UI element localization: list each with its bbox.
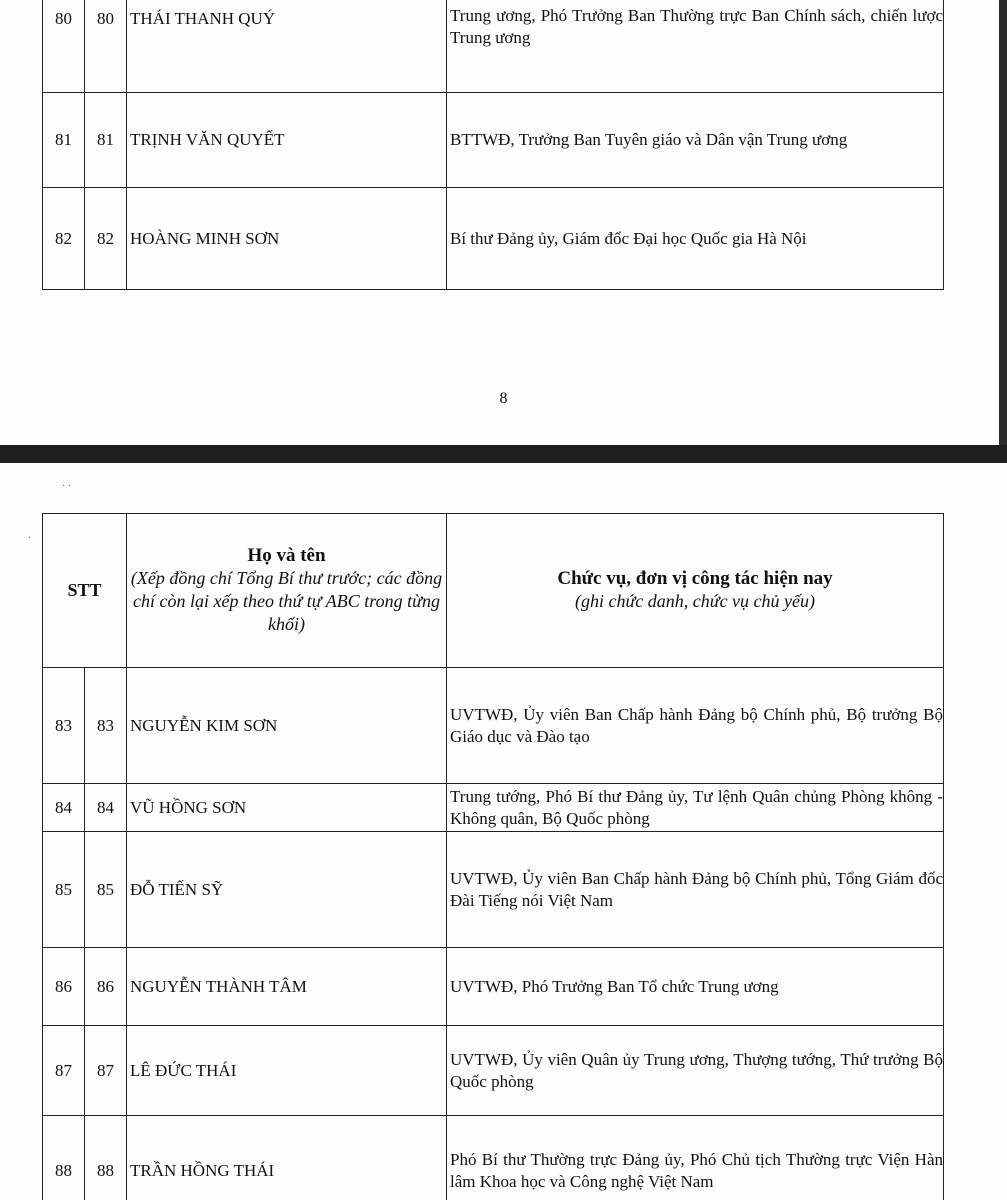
member-position: UVTWĐ, Ủy viên Ban Chấp hành Đảng bộ Chính phủ, Bộ trưởng Bộ Giáo dục và Đào tạo <box>447 668 944 784</box>
row-stt-cell: 88 <box>43 1116 85 1200</box>
table-row <box>43 1116 944 1200</box>
table-header-row <box>43 514 944 668</box>
table-row <box>43 668 944 784</box>
member-position: Trung ương, Phó Trưởng Ban Thường trực Ban Chính sách, chiến lược Trung ương <box>447 0 944 93</box>
member-name: TRỊNH VĂN QUYẾT <box>127 93 447 188</box>
header-stt: STT <box>43 514 127 668</box>
members-table-bottom <box>42 513 944 1200</box>
header-name-title: Họ và tên <box>247 545 326 566</box>
row-stt-cell: 84 <box>43 784 85 832</box>
row-stt-cell: 83 <box>85 668 127 784</box>
member-name: LÊ ĐỨC THÁI <box>127 1026 447 1116</box>
member-position: UVTWĐ, Ủy viên Ban Chấp hành Đảng bộ Chính phủ, Tổng Giám đốc Đài Tiếng nói Việt Nam <box>447 832 944 948</box>
row-stt-cell: 80 <box>85 0 127 93</box>
page-edge-shadow <box>999 0 1007 445</box>
row-stt-cell: 85 <box>85 832 127 948</box>
member-position: Trung tướng, Phó Bí thư Đảng ủy, Tư lệnh Quân chủng Phòng không - Không quân, Bộ Quốc phòng <box>447 784 944 832</box>
row-stt-cell: 80 <box>43 0 85 93</box>
member-name: NGUYỄN KIM SƠN <box>127 668 447 784</box>
header-position-title: Chức vụ, đơn vị công tác hiện nay <box>557 568 833 589</box>
document-page-bottom <box>0 463 1007 1200</box>
member-name: ĐỖ TIẾN SỸ <box>127 832 447 948</box>
row-stt-cell: 86 <box>85 948 127 1026</box>
header-position-cell <box>447 514 944 668</box>
row-stt-cell: 88 <box>85 1116 127 1200</box>
member-name: TRẦN HỒNG THÁI <box>127 1116 447 1200</box>
table-row <box>43 948 944 1026</box>
table-row <box>43 784 944 832</box>
header-name-note: (Xếp đồng chí Tổng Bí thư trước; các đồng chí còn lại xếp theo thứ tự ABC trong từng khối) <box>130 568 443 634</box>
scan-speck: · · <box>62 481 72 492</box>
member-position: Phó Bí thư Thường trực Đảng ủy, Phó Chủ tịch Thường trực Viện Hàn lâm Khoa học và Công nghệ Việt Nam <box>447 1116 944 1200</box>
member-name: VŨ HỒNG SƠN <box>127 784 447 832</box>
header-position-note: (ghi chức danh, chức vụ chủ yếu) <box>574 591 816 611</box>
table-row <box>43 93 944 188</box>
member-name: THÁI THANH QUÝ <box>127 0 447 93</box>
header-name-cell <box>127 514 447 668</box>
row-stt-cell: 87 <box>43 1026 85 1116</box>
row-stt-cell: 85 <box>43 832 85 948</box>
table-row <box>43 1026 944 1116</box>
page-number: 8 <box>499 390 508 407</box>
row-stt-cell: 83 <box>43 668 85 784</box>
row-stt-cell: 81 <box>85 93 127 188</box>
member-position: Bí thư Đảng ủy, Giám đốc Đại học Quốc gia Hà Nội <box>447 188 944 290</box>
member-position: UVTWĐ, Ủy viên Quân ủy Trung ương, Thượng tướng, Thứ trưởng Bộ Quốc phòng <box>447 1026 944 1116</box>
row-stt-cell: 84 <box>85 784 127 832</box>
row-stt-cell: 82 <box>43 188 85 290</box>
table-row <box>43 0 944 93</box>
page-separator <box>0 445 1007 463</box>
member-position: BTTWĐ, Trưởng Ban Tuyên giáo và Dân vận Trung ương <box>447 93 944 188</box>
member-name: NGUYỄN THÀNH TÂM <box>127 948 447 1026</box>
row-stt-cell: 86 <box>43 948 85 1026</box>
member-name: HOÀNG MINH SƠN <box>127 188 447 290</box>
scan-speck: · <box>28 533 32 544</box>
table-row <box>43 832 944 948</box>
document-page-top <box>0 0 1007 445</box>
table-row <box>43 188 944 290</box>
members-table-top <box>42 0 944 290</box>
row-stt-cell: 87 <box>85 1026 127 1116</box>
row-stt-cell: 81 <box>43 93 85 188</box>
member-position: UVTWĐ, Phó Trưởng Ban Tổ chức Trung ương <box>447 948 944 1026</box>
row-stt-cell: 82 <box>85 188 127 290</box>
